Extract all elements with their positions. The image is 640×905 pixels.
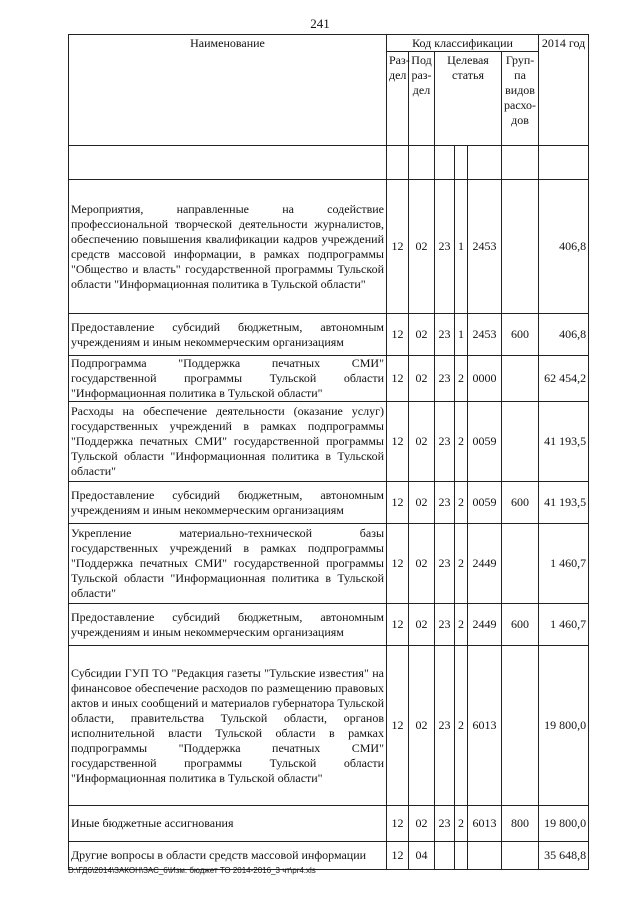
row-name: Расходы на обеспечение деятельности (оказание услуг) государственных учреждений в рамках подпрограммы "Поддержка печатных СМИ" государственной программы Тульской области "Информационная политика в Тульской области"	[69, 402, 387, 482]
row-target-part2: 1	[455, 314, 468, 356]
header-name: Наименование	[69, 35, 387, 146]
row-target-part2: 1	[455, 180, 468, 314]
row-target-part3: 2453	[468, 314, 502, 356]
table-row	[69, 180, 589, 314]
table-row	[69, 806, 589, 842]
row-podrazdel: 02	[409, 806, 435, 842]
row-target-part1: 23	[435, 356, 455, 402]
row-target-part2: 2	[455, 604, 468, 646]
row-target-part2: 2	[455, 356, 468, 402]
row-target-part3: 6013	[468, 806, 502, 842]
row-podrazdel: 02	[409, 180, 435, 314]
row-expense-group: 600	[502, 482, 539, 524]
row-target-part3: 2449	[468, 524, 502, 604]
row-target-part2: 2	[455, 806, 468, 842]
row-razdel: 12	[387, 524, 409, 604]
row-target-part1: 23	[435, 180, 455, 314]
row-target-part1: 23	[435, 402, 455, 482]
row-target-part3: 2453	[468, 180, 502, 314]
row-target-part1: 23	[435, 646, 455, 806]
row-amount: 41 193,5	[539, 482, 589, 524]
row-name: Предоставление субсидий бюджетным, автономным учреждениям и иным некоммерческим организациям	[69, 482, 387, 524]
row-amount: 62 454,2	[539, 356, 589, 402]
row-name: Мероприятия, направленные на содействие профессиональной творческой деятельности журналистов, обеспечению повышения квалификации кадров учреждений средств массовой информации, в рамках подпрограммы "Общество и власть" государственной программы Тульской области "Информационная политика в Тульской области"	[69, 180, 387, 314]
row-amount: 1 460,7	[539, 524, 589, 604]
row-podrazdel: 02	[409, 356, 435, 402]
row-razdel: 12	[387, 842, 409, 870]
row-expense-group	[502, 180, 539, 314]
row-target-part3: 0059	[468, 482, 502, 524]
row-name: Укрепление материально-технической базы государственных учреждений в рамках подпрограммы "Поддержка печатных СМИ" государственной программы Тульской области "Информационная политика в Тульской области"	[69, 524, 387, 604]
row-target-part1	[435, 842, 455, 870]
row-podrazdel: 02	[409, 646, 435, 806]
table-row	[69, 604, 589, 646]
row-amount: 35 648,8	[539, 842, 589, 870]
table-row	[69, 524, 589, 604]
row-razdel: 12	[387, 806, 409, 842]
row-target-part3: 6013	[468, 646, 502, 806]
row-target-part3	[468, 842, 502, 870]
header-expense-group: Груп- па видов расхо- дов	[502, 52, 539, 146]
row-amount: 19 800,0	[539, 646, 589, 806]
page-number: 241	[310, 16, 330, 31]
row-podrazdel: 02	[409, 524, 435, 604]
row-razdel: 12	[387, 180, 409, 314]
table-row	[69, 482, 589, 524]
row-target-part1: 23	[435, 604, 455, 646]
row-target-part1: 23	[435, 806, 455, 842]
table-row	[69, 356, 589, 402]
header-podrazdel: Под раз- дел	[409, 52, 435, 146]
table-row	[69, 314, 589, 356]
row-expense-group: 600	[502, 314, 539, 356]
row-razdel: 12	[387, 314, 409, 356]
row-expense-group	[502, 356, 539, 402]
row-amount: 19 800,0	[539, 806, 589, 842]
row-expense-group	[502, 646, 539, 806]
row-podrazdel: 02	[409, 314, 435, 356]
row-podrazdel: 02	[409, 482, 435, 524]
row-expense-group	[502, 524, 539, 604]
file-path-footer: D:\ГД6\2014\ЗАКОН\ЗАС_6\Изм. бюджет ТО 2014-2016_3 чт\pr4.xls	[68, 866, 316, 875]
header-razdel: Раз- дел	[387, 52, 409, 146]
row-name: Субсидии ГУП ТО "Редакция газеты "Тульские известия" на финансовое обеспечение расходов по размещению правовых актов и иных сообщений и материалов губернатора Тульской области, правительства Тульской области, органов исполнительной власти Тульской области в рамках подпрограммы "Поддержка печатных СМИ" государственной программы Тульской области "Информационная политика в Тульской области"	[69, 646, 387, 806]
row-target-part3: 0000	[468, 356, 502, 402]
row-target-part1: 23	[435, 482, 455, 524]
table-row	[69, 646, 589, 806]
row-name: Иные бюджетные ассигнования	[69, 806, 387, 842]
table-row	[69, 402, 589, 482]
row-target-part3: 2449	[468, 604, 502, 646]
row-name: Подпрограмма "Поддержка печатных СМИ" государственной программы Тульской области "Информационная политика в Тульской области"	[69, 356, 387, 402]
row-amount: 41 193,5	[539, 402, 589, 482]
row-expense-group: 600	[502, 604, 539, 646]
row-razdel: 12	[387, 604, 409, 646]
row-razdel: 12	[387, 482, 409, 524]
header-target-article: Целевая статья	[435, 52, 502, 146]
row-target-part3: 0059	[468, 402, 502, 482]
row-target-part2: 2	[455, 524, 468, 604]
row-target-part2: 2	[455, 646, 468, 806]
row-razdel: 12	[387, 356, 409, 402]
row-expense-group: 800	[502, 806, 539, 842]
row-amount: 406,8	[539, 180, 589, 314]
row-expense-group	[502, 842, 539, 870]
row-target-part1: 23	[435, 314, 455, 356]
row-amount: 406,8	[539, 314, 589, 356]
row-expense-group	[502, 402, 539, 482]
row-name: Другие вопросы в области средств массовой информации	[69, 842, 387, 870]
budget-table	[68, 34, 589, 870]
row-target-part1: 23	[435, 524, 455, 604]
row-target-part2: 2	[455, 482, 468, 524]
header-classification: Код классификации	[387, 35, 539, 52]
row-razdel: 12	[387, 646, 409, 806]
row-podrazdel: 02	[409, 604, 435, 646]
row-razdel: 12	[387, 402, 409, 482]
row-target-part2	[455, 842, 468, 870]
row-amount: 1 460,7	[539, 604, 589, 646]
row-podrazdel: 04	[409, 842, 435, 870]
row-name: Предоставление субсидий бюджетным, автономным учреждениям и иным некоммерческим организациям	[69, 604, 387, 646]
row-target-part2: 2	[455, 402, 468, 482]
row-name: Предоставление субсидий бюджетным, автономным учреждениям и иным некоммерческим организациям	[69, 314, 387, 356]
row-podrazdel: 02	[409, 402, 435, 482]
header-year: 2014 год	[539, 35, 589, 146]
